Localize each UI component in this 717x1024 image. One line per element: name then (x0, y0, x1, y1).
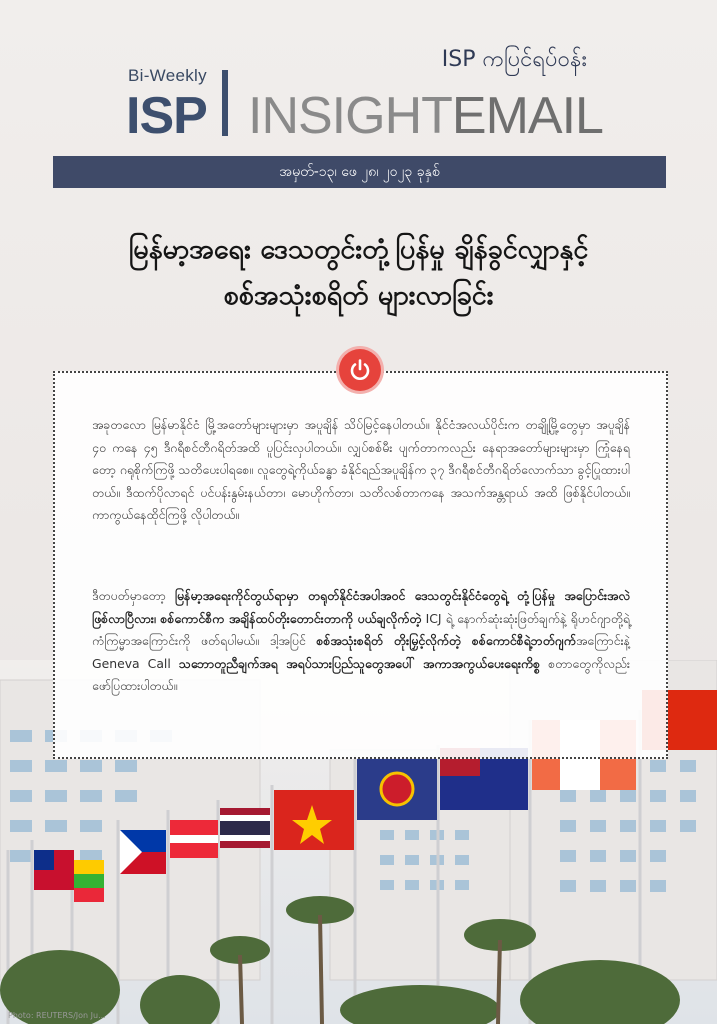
p2-mid-2: အကြောင်းနဲ့ Geneva Call (92, 633, 631, 671)
brand-email: EMAIL (451, 87, 603, 145)
headline-line-1: မြန်မာ့အရေး ဒေသတွင်းတုံ့ပြန်မှု ချိန်ခွင်လျှာနှင့် (128, 234, 589, 265)
issue-line: အမှတ်-၁၃၊ ဖေ ၂၈၊ ၂၀၂၃ ခုနှစ် (279, 163, 440, 180)
issue-date-bar (53, 156, 666, 188)
p2-end: စတာတွေကိုလည်း ဖော်ပြထားပါတယ်။ (92, 655, 630, 693)
brand-divider (222, 70, 228, 136)
p2-bold-2: စစ်အသုံးစရိတ် တိုးမြှင့်လိုက်တဲ့ စစ်ကောင်စီရဲ့ဘတ်ဂျက် (316, 633, 576, 648)
program-name: ISP ကပြင်ရပ်ဝန်း (441, 47, 587, 72)
brand-isp: ISP (126, 87, 207, 145)
paragraph-1: အခုတလော မြန်မာနိုင်ငံ မြို့အတော်များများမှာ အပူချိန် သိပ်မြင့်နေပါတယ်။ နိုင်ငံအလယ်ပိုင်းက တချို့မြို့တွေမှာ အပူချိန် ၄၀ ကနေ ၄၅ ဒီဂရီစင်တီဂရိတ်အထိ ပူပြင်းလှပါတယ်။ လျှပ်စစ်မီး ပျက်တာကလည်း နေရာအတော်များများမှာ ကြုံနေရတော့ ဂရုစိုက်ကြဖို့ သတိပေးပါရစေ။ လူတွေရဲ့ကိုယ်ခန္ဓာ ခံနိုင်ရည်အပူချိန်က ၃၇ ဒီဂရီစင်တီဂရိတ်လောက်သာ ခွင့်ပြုထားပါတယ်။ ဒီထက်ပိုလာရင် ပင်ပန်းနွမ်းနယ်တာ၊ မောဟိုက်တာ၊ သတိလစ်တာကနေ အသက်အန္တရာယ် အထိ ဖြစ်နိုင်ပါတယ်။ ကာကွယ်နေထိုင်ကြဖို့ လိုပါတယ်။ (92, 417, 630, 522)
paragraph-2 (92, 585, 630, 698)
photo-credit: Photo: REUTERS/Jon Ju... (8, 1011, 106, 1020)
p2-intro: ဒီတပတ်မှာတော့ (92, 588, 175, 603)
brand-insight-email (248, 86, 603, 146)
brand-insight: INSIGHT (248, 87, 452, 145)
power-icon (339, 349, 381, 391)
p2-bold-3: သဘောတူညီချက်အရ အရပ်သားပြည်သူတွေအပေါ် အကာအကွယ်ပေးရေးကိစ္စ (178, 655, 541, 671)
p2-bold-1: မြန်မာ့အရေးကိုင်တွယ်ရာမှာ တရုတ်နိုင်ငံအပါအဝင် ဒေသတွင်းနိုင်ငံတွေရဲ့ တုံ့ပြန်မှု အပြောင်းအလဲဖြစ်လာပြီလား၊ စစ်ကောင်စီက အချိန်ထပ်တိုးတောင်းတာကို ပယ်ချလိုက်တဲ့ (92, 588, 630, 626)
p2-mid: ICJ ရဲ့ နောက်ဆုံးဆုံးဖြတ်ချက်နဲ့ ရိုဟင်ဂျာတို့ရဲ့ကံကြမ္မာအကြောင်းကို ဖတ်ရပါမယ်။ ဒါ့အပြင် (92, 610, 631, 648)
frequency-label: Bi-Weekly (128, 66, 207, 85)
headline-line-2: စစ်အသုံးစရိတ် များလာခြင်း (223, 280, 494, 311)
